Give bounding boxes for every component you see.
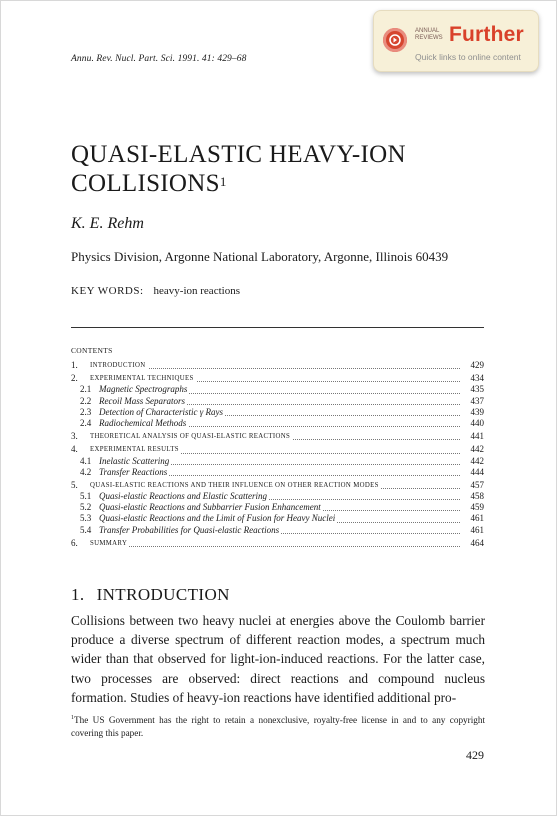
badge-reviews-text: REVIEWS [415,35,443,41]
keywords-label: KEY WORDS: [71,285,144,297]
toc-page: 429 [470,360,484,370]
divider-rule [71,327,484,328]
article-title [71,140,491,198]
contents-heading: CONTENTS [71,346,113,355]
toc-number: 2.1 [80,384,92,395]
toc-label: EXPERIMENTAL TECHNIQUES [90,373,196,384]
section-title: INTRODUCTION [96,585,230,604]
toc-entry[interactable] [71,384,484,395]
annual-reviews-logo-icon [383,28,407,52]
toc-entry[interactable] [71,360,484,371]
toc-number: 5.1 [80,491,92,502]
toc-page: 457 [470,479,484,490]
further-badge[interactable] [373,10,539,72]
footnote [71,712,485,740]
toc-page: 440 [470,417,484,428]
toc-entry[interactable] [71,525,484,536]
badge-annual-reviews [415,28,445,42]
toc-label: Detection of Characteristic γ Rays [99,406,224,417]
table-of-contents [71,360,484,549]
badge-subtitle[interactable]: Quick links to online content [415,52,521,62]
toc-page: 437 [470,395,484,406]
toc-number: 6. [71,537,78,548]
toc-label: Transfer Probabilities for Quasi-elastic Reactions [99,524,280,535]
author: K. E. Rehm [71,215,144,232]
toc-label: THEORETICAL ANALYSIS OF QUASI-ELASTIC REACTIONS [90,431,292,442]
toc-number: 5.3 [80,513,92,524]
toc-entry[interactable] [71,456,484,467]
toc-number: 2.3 [80,406,92,417]
toc-label: QUASI-ELASTIC REACTIONS AND THEIR INFLUENCE ON OTHER REACTION MODES [90,480,381,491]
toc-page: 441 [470,431,484,442]
toc-label: Magnetic Spectrographs [99,384,188,395]
toc-number: 1. [71,360,78,370]
toc-entry[interactable] [71,467,484,478]
toc-number: 4.1 [80,455,92,466]
affiliation: Physics Division, Argonne National Laboratory, Argonne, Illinois 60439 [71,249,449,264]
footnote-text: The US Government has the right to retain a nonexclusive, royalty-free license in and to any copyright covering this paper. [71,715,485,739]
toc-entry[interactable] [71,491,484,502]
toc-label: EXPERIMENTAL RESULTS [90,444,181,455]
toc-page: 442 [470,444,484,455]
toc-number: 2.2 [80,395,92,406]
toc-page: 459 [470,502,484,513]
toc-number: 5.4 [80,524,92,535]
toc-label: INTRODUCTION [90,360,148,371]
toc-page: 464 [470,537,484,548]
toc-entry[interactable] [71,418,484,429]
toc-page: 439 [470,406,484,417]
toc-label: Transfer Reactions [99,466,168,477]
section-heading [71,585,230,605]
toc-number: 3. [71,431,78,442]
toc-number: 2.4 [80,417,92,428]
badge-annual-text: ANNUAL [415,28,440,34]
body-paragraph: Collisions between two heavy nuclei at energies above the Coulomb barrier produce a diverse spectrum of different reaction modes, a spectrum much wider than that observed for light-ion-induced reactions. For the latter case, two processes are observed: direct reactions and compound nucleus formation. Studies of heavy-ion reactions have identified additional pro- [71,613,485,705]
footnote-mark: 1 [71,715,74,721]
toc-entry[interactable] [71,513,484,524]
toc-label: Quasi-elastic Reactions and Elastic Scattering [99,491,267,502]
toc-page: 434 [470,373,484,384]
toc-page: 458 [470,491,484,502]
toc-number: 2. [71,373,78,384]
section-number: 1. [71,585,85,604]
keywords-line [71,285,240,297]
toc-entry[interactable] [71,502,484,513]
page-number: 429 [466,748,484,762]
toc-entry[interactable] [71,480,484,491]
keywords-value: heavy-ion reactions [153,285,240,297]
toc-entry[interactable] [71,444,484,455]
toc-label: Recoil Mass Separators [99,395,185,406]
toc-label: Quasi-elastic Reactions and the Limit of Fusion for Heavy Nuclei [99,513,336,524]
title-footnote-mark[interactable]: 1 [219,174,227,189]
toc-label: Inelastic Scattering [99,455,170,466]
toc-entry[interactable] [71,431,484,442]
toc-number: 4.2 [80,466,92,477]
toc-entry[interactable] [71,373,484,384]
toc-leader [90,546,460,547]
toc-label: Radiochemical Methods [99,417,187,428]
toc-number: 5.2 [80,502,92,513]
toc-label: Quasi-elastic Reactions and Subbarrier Fusion Enhancement [99,502,321,513]
toc-page: 435 [470,384,484,395]
toc-page: 442 [470,455,484,466]
journal-citation: Annu. Rev. Nucl. Part. Sci. 1991. 41: 429–68 [71,54,247,64]
toc-page: 461 [470,513,484,524]
toc-entry[interactable] [71,538,484,549]
article-title-text: QUASI-ELASTIC HEAVY-ION COLLISIONS [71,141,406,197]
toc-page: 461 [470,524,484,535]
toc-number: 4. [71,444,78,455]
toc-page: 444 [470,466,484,477]
toc-entry[interactable] [71,407,484,418]
badge-title: Further [449,23,524,46]
toc-number: 5. [71,479,78,490]
toc-label: SUMMARY [90,538,129,549]
toc-entry[interactable] [71,396,484,407]
